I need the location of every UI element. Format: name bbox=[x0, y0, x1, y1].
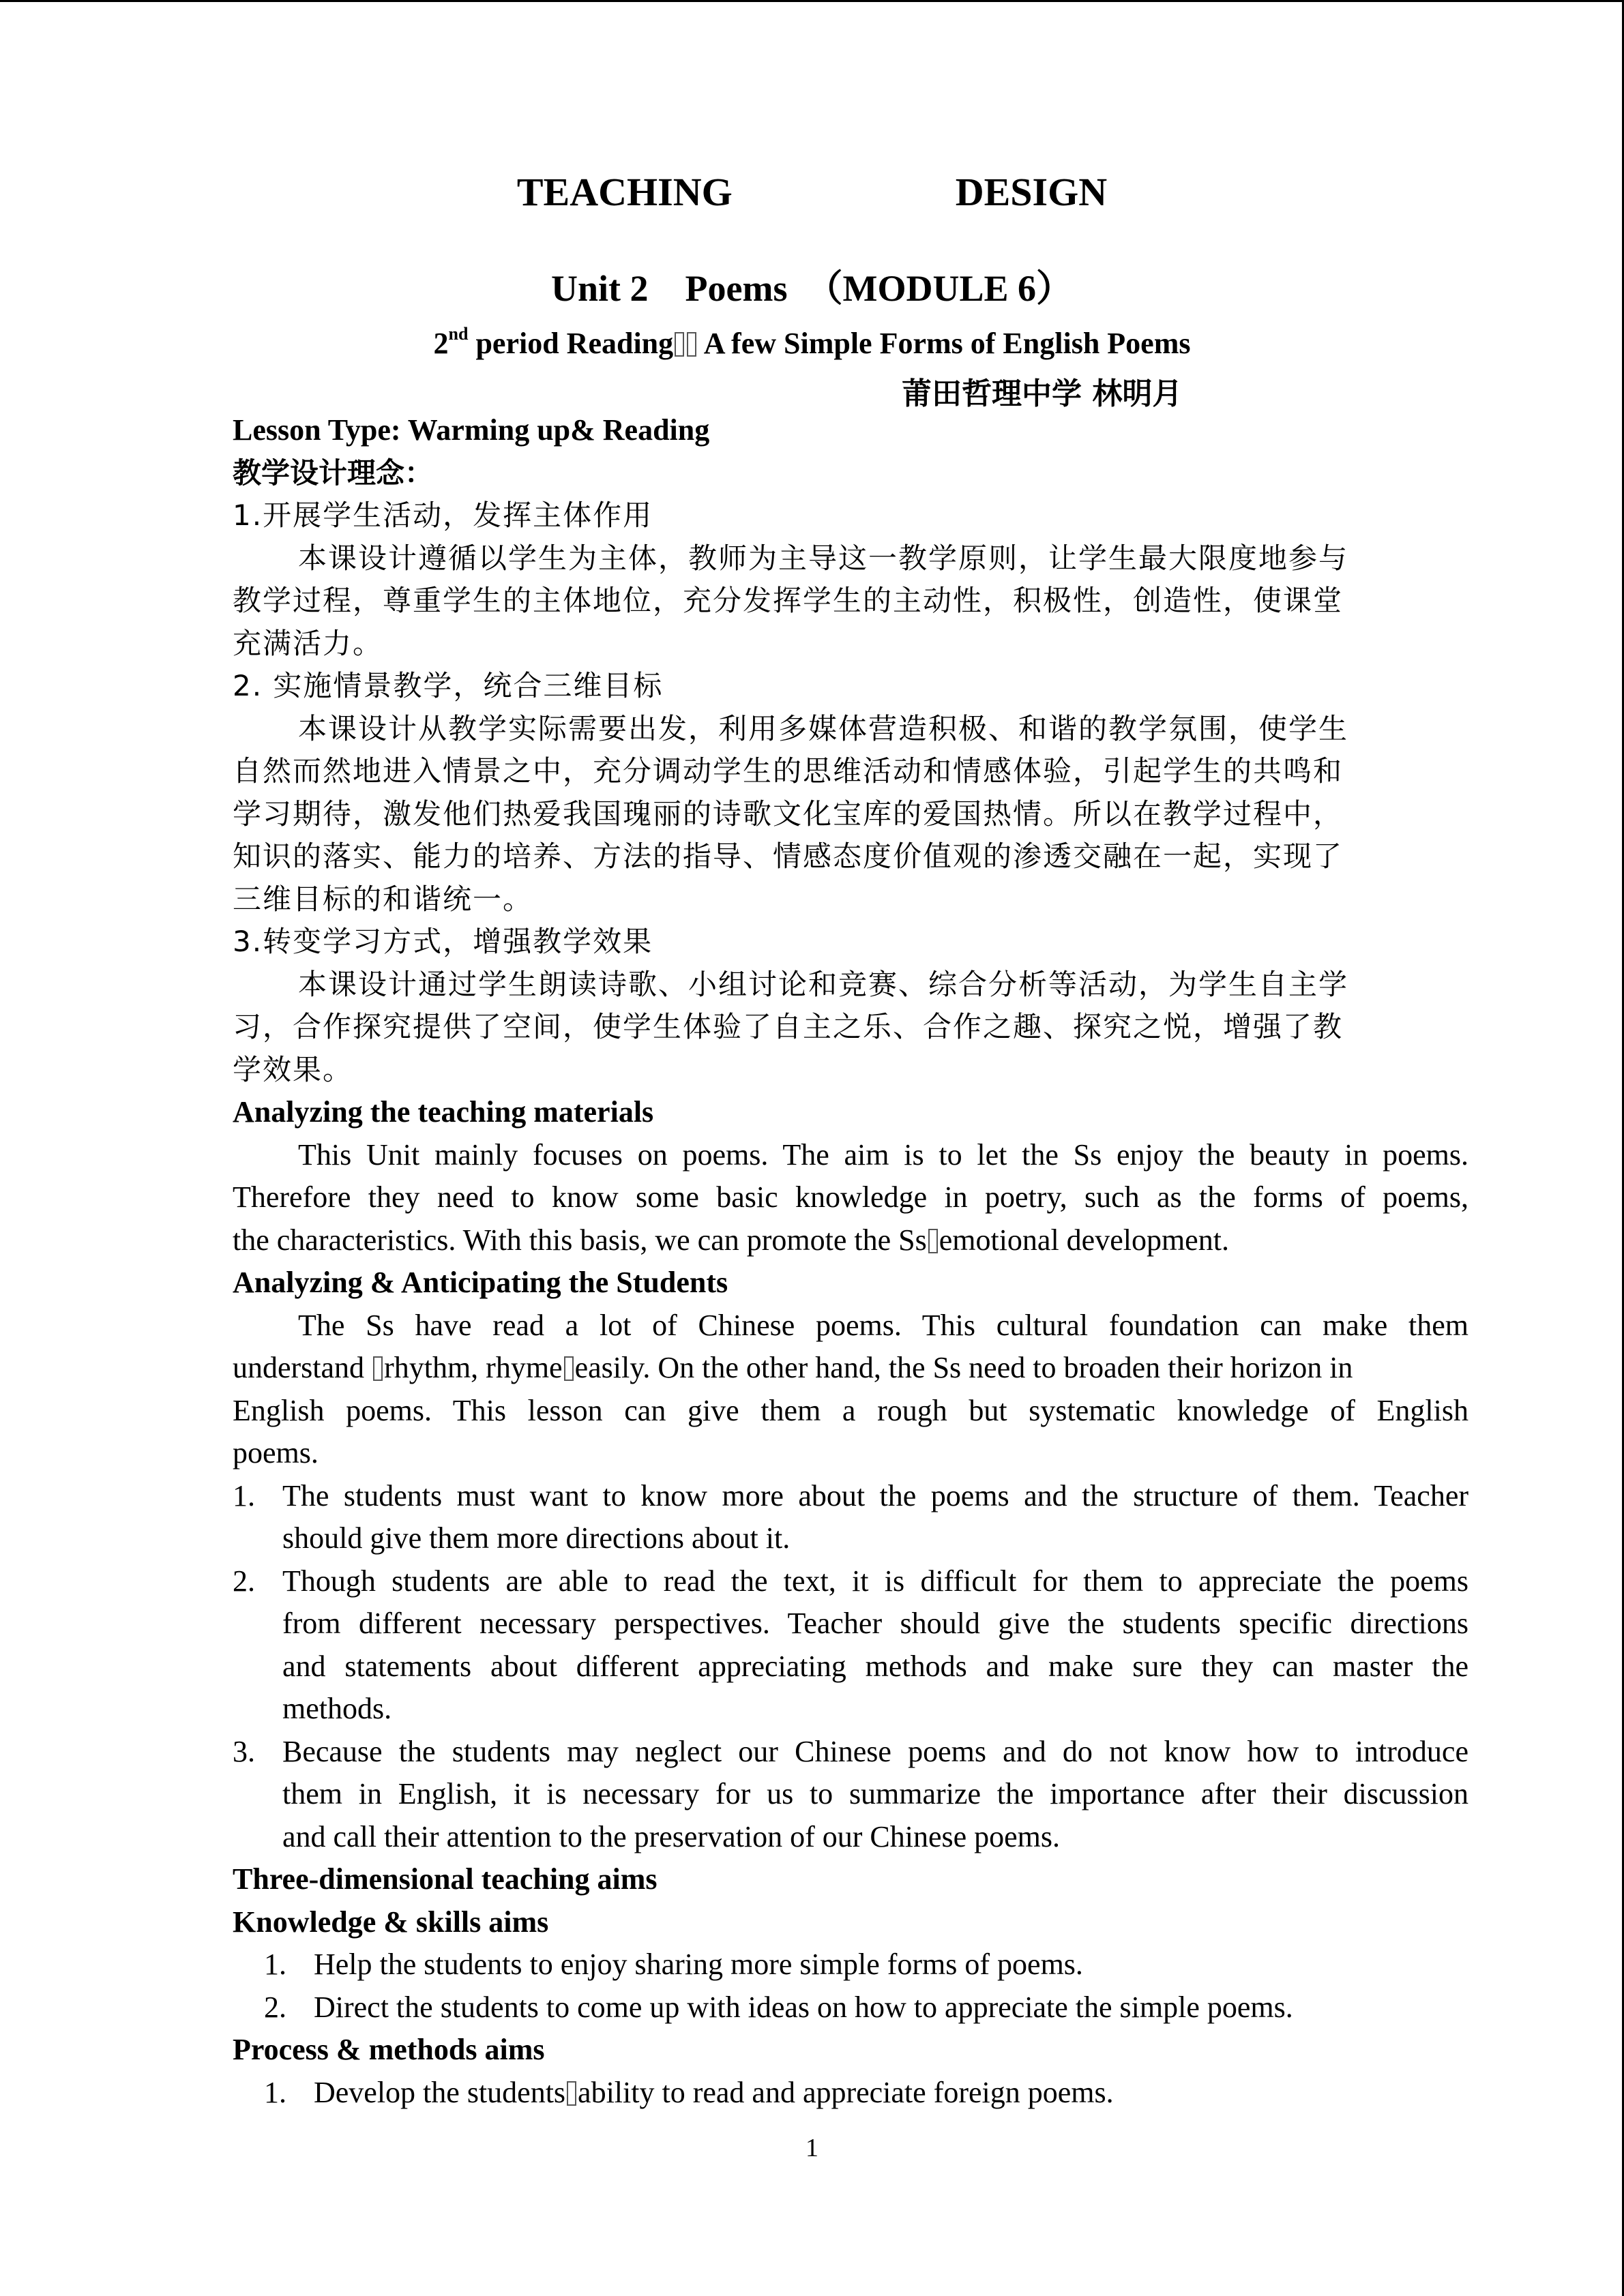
concept-2-line: 知识的落实、能力的培养、方法的指导、情感态度价值观的渗透交融在一起，实现了 bbox=[233, 839, 1344, 873]
students-line-b: rhythm, rhyme bbox=[384, 1351, 563, 1384]
page-top-border bbox=[0, 0, 1624, 2]
students-line bbox=[233, 1347, 1468, 1390]
students-line-a: understand bbox=[233, 1351, 372, 1384]
lesson-type: Lesson Type: Warming up& Reading bbox=[233, 413, 710, 447]
materials-line: Therefore they need to know some basic knowledge in poetry, such as the forms of poems, bbox=[233, 1180, 1468, 1214]
period-title-a: period Reading bbox=[468, 327, 674, 360]
list-item-line: The students must want to know more about the poems and the structure of them. Teacher bbox=[282, 1478, 1468, 1512]
list-item-line: them in English, it is necessary for us to summarize the importance after their discussion bbox=[282, 1777, 1468, 1810]
materials-line-a: the characteristics. With this basis, we can promote the Ss bbox=[233, 1223, 927, 1257]
concept-3-line: 习，合作探究提供了空间，使学生体验了自主之乐、合作之趣、探究之悦，增强了教 bbox=[233, 1010, 1344, 1043]
concept-2-line: 本课设计从教学实际需要出发，利用多媒体营造积极、和谐的教学氛围，使学生 bbox=[298, 711, 1349, 745]
list-item bbox=[233, 1731, 1468, 1859]
missing-glyph-box bbox=[564, 1356, 574, 1381]
list-number: 2. bbox=[233, 1564, 255, 1598]
period-title-b: A few Simple Forms of English Poems bbox=[698, 327, 1191, 360]
list-item-text: Direct the students to come up with ideas on how to appreciate the simple poems. bbox=[314, 1990, 1293, 2024]
concept-2-line: 三维目标的和谐统一。 bbox=[233, 882, 533, 916]
materials-line: This Unit mainly focuses on poems. The aim is to let the Ss enjoy the beauty in poems. bbox=[298, 1137, 1468, 1172]
list-item bbox=[233, 1560, 1468, 1731]
list-number: 2. bbox=[264, 1990, 286, 2024]
list-item-text: Help the students to enjoy sharing more simple forms of poems. bbox=[314, 1948, 1083, 1981]
list-item-line: from different necessary perspectives. Teacher should give the students specific directions bbox=[282, 1607, 1468, 1640]
process-item-a: Develop the students bbox=[314, 2075, 566, 2109]
list-item bbox=[233, 1943, 1468, 1986]
materials-heading: Analyzing the teaching materials bbox=[233, 1095, 654, 1129]
missing-glyph-box bbox=[567, 2081, 576, 2106]
concept-2-title: 2. 实施情景教学，统合三维目标 bbox=[233, 669, 664, 702]
concept-3-title: 3.转变学习方式，增强教学效果 bbox=[233, 925, 653, 958]
process-aims-heading: Process & methods aims bbox=[233, 2033, 545, 2066]
concept-1-title: 1.开展学生活动，发挥主体作用 bbox=[233, 498, 653, 532]
process-item-b: ability to read and appreciate foreign poems. bbox=[578, 2075, 1114, 2109]
aims-heading: Three-dimensional teaching aims bbox=[233, 1862, 658, 1896]
missing-glyph-box bbox=[675, 332, 684, 357]
missing-glyph-box bbox=[373, 1356, 383, 1381]
students-line: The Ss have read a lot of Chinese poems. This cultural foundation can make them bbox=[298, 1308, 1468, 1342]
document-body bbox=[233, 409, 1468, 2114]
period-title bbox=[0, 326, 1624, 361]
list-item bbox=[233, 1986, 1468, 2029]
list-item bbox=[233, 1475, 1468, 1560]
list-number: 3. bbox=[233, 1734, 255, 1768]
concept-1-line: 教学过程，尊重学生的主体地位，充分发挥学生的主动性，积极性，创造性，使课堂 bbox=[233, 584, 1344, 617]
missing-glyph-box bbox=[687, 332, 696, 357]
concept-1-line: 充满活力。 bbox=[233, 626, 383, 660]
list-number: 1. bbox=[233, 1478, 255, 1512]
list-item-line: and statements about different appreciating methods and make sure they can master the bbox=[282, 1649, 1468, 1683]
missing-glyph-box bbox=[928, 1229, 938, 1253]
document-title: TEACHING DESIGN bbox=[516, 170, 1108, 214]
page-number: 1 bbox=[806, 2134, 818, 2162]
list-number: 1. bbox=[264, 1948, 286, 1981]
period-ordinal: 2 bbox=[433, 327, 449, 360]
list-number: 1. bbox=[264, 2075, 286, 2109]
list-item-line: should give them more directions about it. bbox=[282, 1521, 791, 1555]
materials-line-b: emotional development. bbox=[939, 1223, 1229, 1257]
list-item-line: and call their attention to the preservation of our Chinese poems. bbox=[282, 1819, 1061, 1853]
list-item bbox=[233, 2072, 1468, 2115]
list-item-line: Because the students may neglect our Chinese poems and do not know how to introduce bbox=[282, 1734, 1468, 1768]
period-ordinal-suffix: nd bbox=[448, 324, 469, 344]
design-concept-heading: 教学设计理念： bbox=[233, 456, 434, 490]
students-line: poems. bbox=[233, 1436, 319, 1470]
knowledge-aims-heading: Knowledge & skills aims bbox=[233, 1905, 549, 1939]
list-item-line: methods. bbox=[282, 1692, 392, 1725]
concept-3-line: 本课设计通过学生朗读诗歌、小组讨论和竞赛、综合分析等活动，为学生自主学 bbox=[298, 967, 1349, 1001]
list-item-line: Though students are able to read the text, it is difficult for them to appreciate the poems bbox=[282, 1564, 1468, 1598]
students-line-c: easily. On the other hand, the Ss need to broaden their horizon in bbox=[574, 1351, 1353, 1384]
unit-title: Unit 2 Poems （MODULE 6） bbox=[551, 268, 1073, 309]
concept-1-line: 本课设计遵循以学生为主体，教师为主导这一教学原则，让学生最大限度地参与 bbox=[298, 541, 1349, 575]
list-item-text bbox=[314, 2072, 1468, 2115]
students-heading: Analyzing & Anticipating the Students bbox=[233, 1266, 728, 1299]
concept-3-line: 学效果。 bbox=[233, 1052, 353, 1086]
students-line: English poems. This lesson can give them a rough but systematic knowledge of English bbox=[233, 1393, 1468, 1427]
concept-2-line: 自然而然地进入情景之中，充分调动学生的思维活动和情感体验，引起学生的共鸣和 bbox=[233, 754, 1344, 788]
author-line: 莆田哲理中学 林明月 bbox=[902, 376, 1183, 411]
materials-line bbox=[233, 1219, 1468, 1262]
concept-2-line: 学习期待，激发他们热爱我国瑰丽的诗歌文化宝库的爱国热情。所以在教学过程中， bbox=[233, 796, 1344, 831]
